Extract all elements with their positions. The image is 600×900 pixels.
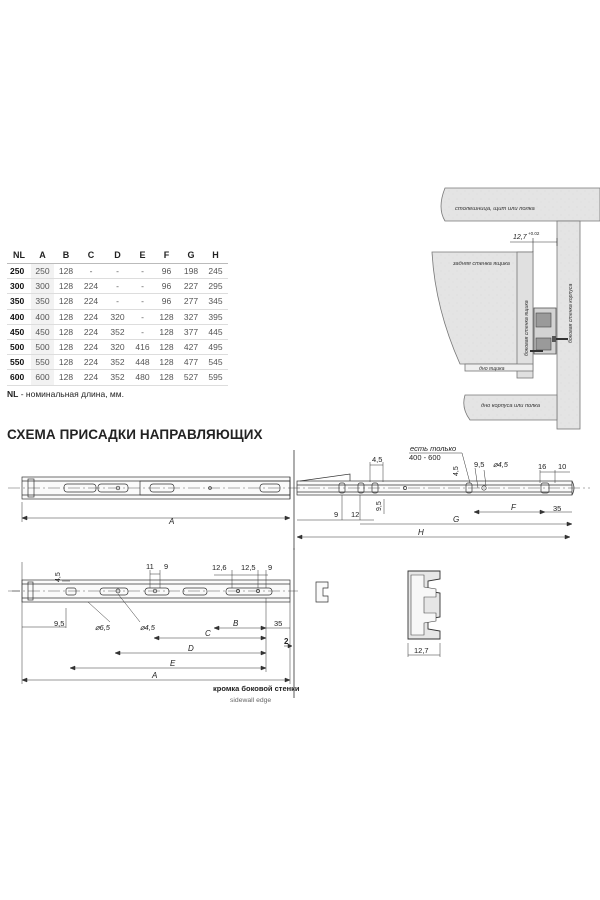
drawer-back-label: задняя стенка ящика (453, 261, 510, 267)
label-D: D (188, 644, 194, 653)
dim-12-6: 12,6 (212, 563, 227, 572)
dim-2: 2 (284, 637, 289, 646)
header-cell: D (104, 246, 131, 264)
table-cell: 128 (154, 355, 179, 370)
table-cell: 448 (131, 355, 154, 370)
header-cell: E (131, 246, 154, 264)
table-cell: 352 (104, 355, 131, 370)
dim-4-5-vertical: 4,5 (453, 466, 460, 476)
only-note: есть только (410, 444, 457, 453)
header-cell: B (54, 246, 78, 264)
dim-9b: 9 (268, 563, 273, 572)
table-cell: 128 (54, 264, 78, 279)
dimension-table (7, 246, 228, 386)
table-cell: 352 (104, 324, 131, 339)
profile-section (400, 567, 450, 667)
dim-16: 16 (538, 462, 547, 471)
table-cell: 224 (78, 294, 104, 309)
dim-10: 10 (558, 462, 567, 471)
table-row (7, 339, 228, 354)
table-cell: 480 (131, 370, 154, 385)
table-cell: 352 (104, 370, 131, 385)
table-cell: 427 (179, 339, 203, 354)
table-cell: 595 (203, 370, 228, 385)
table-cell: 96 (154, 264, 179, 279)
extended-rail (297, 474, 574, 495)
table-cell: - (131, 324, 154, 339)
drawer-bottom-label: дно ящика (479, 366, 505, 372)
note-abbr: NL (7, 389, 19, 399)
label-F: F (511, 503, 516, 512)
table-cell: 600 (31, 370, 54, 385)
header-cell: H (203, 246, 228, 264)
table-cell: 227 (179, 279, 203, 294)
table-cell: 96 (154, 279, 179, 294)
table-cell: 545 (203, 355, 228, 370)
dim-9-5-vertical: 9,5 (376, 501, 383, 511)
dim-phi-6-5: ⌀6,5 (95, 623, 110, 632)
dim-4-5-vertical: 4,5 (55, 572, 62, 582)
table-cell: 477 (179, 355, 203, 370)
cabinet-bottom-label: дно корпуса или полка (481, 403, 540, 409)
table-row (7, 279, 228, 294)
table-cell: 600 (7, 370, 31, 385)
dim-phi-4-5: ⌀4,5 (140, 623, 155, 632)
bottom-drilling-diagram (0, 548, 600, 713)
table-cell: - (104, 294, 131, 309)
note-text: - номинальная длина, мм. (18, 389, 124, 399)
table-cell: 416 (131, 339, 154, 354)
table-cell: - (104, 264, 131, 279)
table-row (7, 355, 228, 370)
table-cell: 550 (7, 355, 31, 370)
table-cell: 128 (54, 355, 78, 370)
table-cell: 128 (154, 324, 179, 339)
gap-tolerance: +0.02 (528, 231, 540, 236)
edge-label-en: sidewall edge (230, 697, 272, 704)
table-cell: 377 (179, 324, 203, 339)
countertop-panel (441, 188, 600, 221)
table-cell: 300 (31, 279, 54, 294)
table-cell: 320 (104, 309, 131, 324)
top-drilling-diagram (0, 444, 600, 550)
table-row (7, 309, 228, 324)
table-cell: 277 (179, 294, 203, 309)
table-cell: 224 (78, 279, 104, 294)
table-cell: 224 (78, 370, 104, 385)
table-cell: 450 (31, 324, 54, 339)
table-row (7, 294, 228, 309)
dim-4-5: 4,5 (372, 455, 383, 464)
table-cell: 224 (78, 309, 104, 324)
table-cell: - (78, 264, 104, 279)
table-cell: 345 (203, 294, 228, 309)
dim-12-5: 12,5 (241, 563, 256, 572)
table-cell: - (131, 279, 154, 294)
table-cell: 350 (31, 294, 54, 309)
table-cell: 550 (31, 355, 54, 370)
label-A: A (169, 517, 175, 526)
table-cell: 245 (203, 264, 228, 279)
table-cell: 128 (54, 309, 78, 324)
table-cell: 128 (154, 339, 179, 354)
table-cell: - (131, 264, 154, 279)
dim-phi-4-5: ⌀4,5 (493, 460, 508, 469)
header-cell: C (78, 246, 104, 264)
header-cell: G (179, 246, 203, 264)
table-cell: 320 (104, 339, 131, 354)
gap-value: 12,7 (513, 234, 527, 241)
label-B: B (233, 619, 239, 628)
table-row (7, 324, 228, 339)
table-cell: 445 (203, 324, 228, 339)
installation-diagram (415, 188, 600, 428)
label-E: E (170, 659, 176, 668)
table-cell: 450 (7, 324, 31, 339)
cabinet-side-label: боковая стенка корпуса (568, 283, 574, 343)
table-cell: 495 (203, 339, 228, 354)
table-cell: 128 (54, 370, 78, 385)
dim-9-5: 9,5 (474, 460, 485, 469)
table-cell: 527 (179, 370, 203, 385)
header-cell: A (31, 246, 54, 264)
table-cell: 224 (78, 355, 104, 370)
table-cell: - (131, 309, 154, 324)
table-row (7, 264, 228, 279)
table-cell: 128 (54, 294, 78, 309)
table-cell: 128 (54, 324, 78, 339)
dim-35: 35 (274, 619, 283, 628)
dim-35: 35 (553, 504, 562, 513)
only-range: 400 - 600 (409, 453, 441, 462)
label-H: H (418, 528, 424, 537)
table-cell: - (104, 279, 131, 294)
table-cell: 350 (7, 294, 31, 309)
table-cell: 400 (7, 309, 31, 324)
dim-9: 9 (334, 510, 339, 519)
rear-bracket (316, 582, 328, 602)
table-cell: 395 (203, 309, 228, 324)
table-header-row (7, 246, 228, 264)
table-cell: 198 (179, 264, 203, 279)
table-note (7, 389, 124, 399)
table-cell: 500 (7, 339, 31, 354)
section-title: СХЕМА ПРИСАДКИ НАПРАВЛЯЮЩИХ (7, 427, 263, 442)
table-cell: 128 (154, 370, 179, 385)
table-cell: 295 (203, 279, 228, 294)
table-cell: 300 (7, 279, 31, 294)
dim-12: 12 (351, 510, 360, 519)
dim-12-7: 12,7 (414, 646, 429, 655)
dim-9-5: 9,5 (54, 619, 65, 628)
dim-11: 11 (146, 562, 154, 571)
table-cell: 327 (179, 309, 203, 324)
table-cell: 96 (154, 294, 179, 309)
drawer-side-label: боковая стенка ящика (524, 300, 530, 356)
table-cell: 128 (54, 279, 78, 294)
table-cell: - (131, 294, 154, 309)
table-cell: 400 (31, 309, 54, 324)
table-cell: 128 (154, 309, 179, 324)
edge-label-ru: кромка боковой стенки (213, 684, 300, 693)
header-cell: NL (7, 246, 31, 264)
table-row (7, 370, 228, 385)
label-C: C (205, 629, 211, 638)
table-cell: 224 (78, 339, 104, 354)
dim-9: 9 (164, 562, 169, 571)
table-cell: 128 (54, 339, 78, 354)
table-cell: 250 (7, 264, 31, 279)
header-cell: F (154, 246, 179, 264)
table-cell: 250 (31, 264, 54, 279)
countertop-label: столешница, щит или полка (455, 206, 535, 212)
table-cell: 500 (31, 339, 54, 354)
table-cell: 224 (78, 324, 104, 339)
label-G: G (453, 515, 460, 524)
label-A: A (152, 671, 158, 680)
